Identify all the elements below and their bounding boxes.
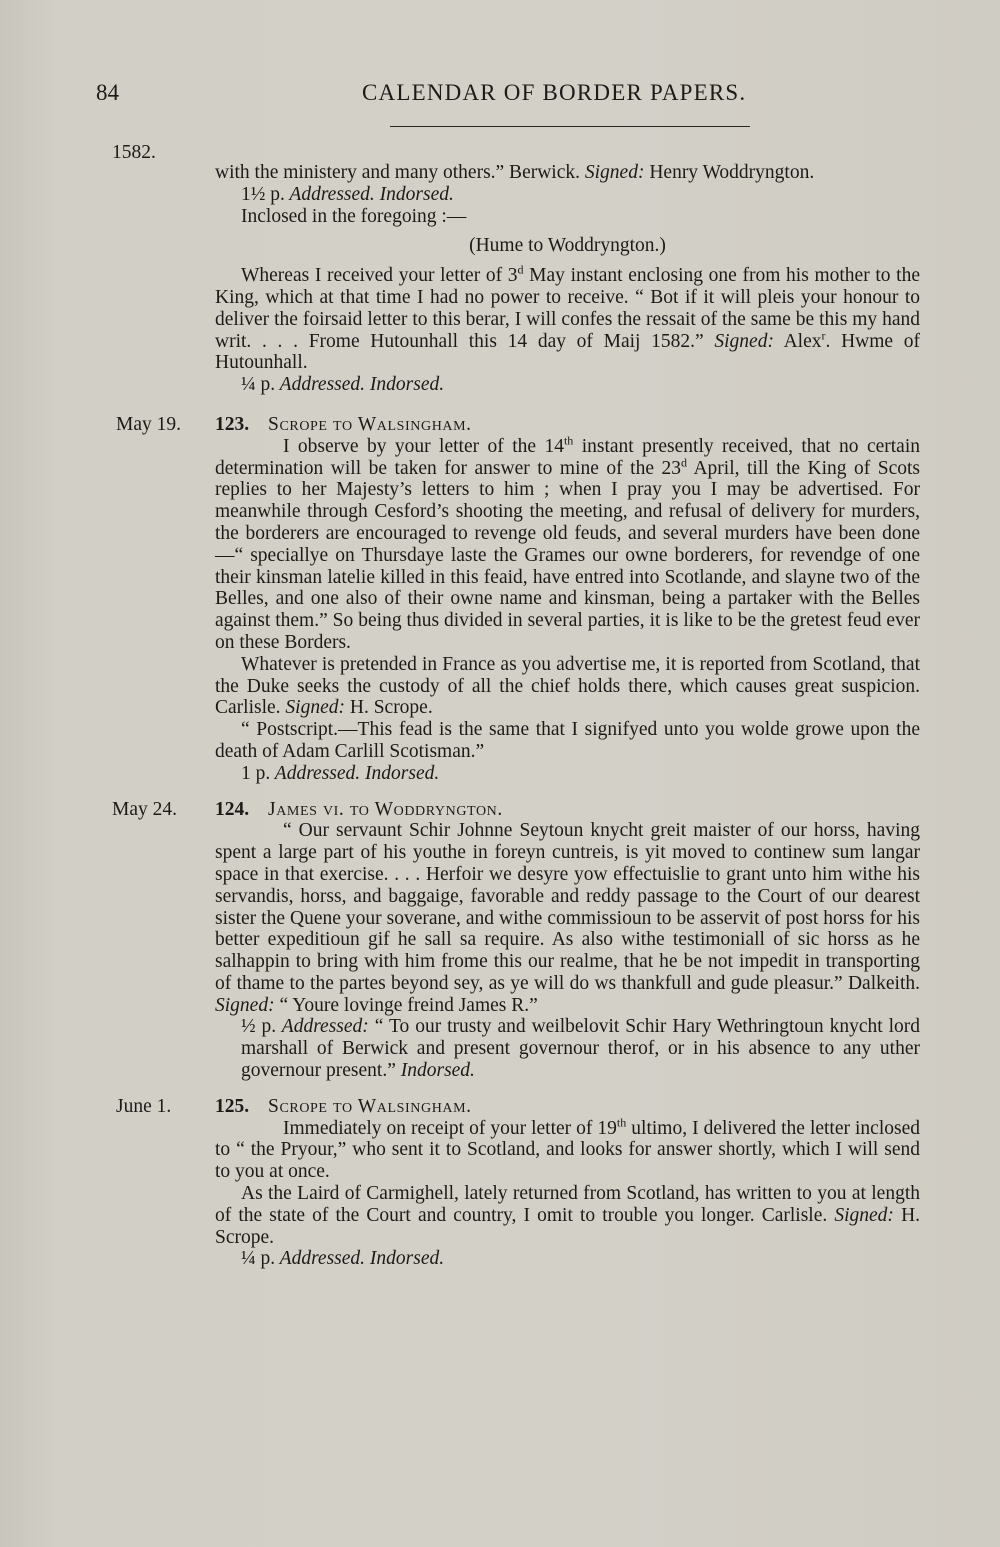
meta-line: ¼ p. Addressed. Indorsed. — [241, 1248, 445, 1270]
entry-paragraph: As the Laird of Carmighell, lately returned from Scotland, has written to you at length of the state of the Court and country, I omit to trouble you longer. Carlisle. Signed: H. Scrope. — [215, 1183, 921, 1248]
header-rule — [390, 126, 750, 127]
page-number: 84 — [96, 80, 119, 105]
entry-date: June 1. — [116, 1095, 172, 1117]
entry-number: 123. — [215, 413, 250, 435]
page-body — [0, 138, 1000, 1270]
entry-paragraph: “ Our servaunt Schir Johnne Seytoun knycht greit maister of our horss, having spent a large part of his youthe in foreyn cuntreis, is yit moved to continew sum langar space in that exercise. . . . Herfoir we desyre yow effectuislie to grant unto him withe his servandis, horss, and baggaige, favorable and reddy passage to the Court of our dearest sister the Quene your soverane, and withe commissioun to be asservit of post horss for his better expeditioun gif he sall sa require. As also withe testimoniall of sic horss as he salhappin to bring with him frome this our realme, that he be not impedit in transporting of thame to the partes beyond sey, as ye will do ws thankfull and gude pleasur.” Dalkeith. Signed: “ Youre lovinge freind James R.” — [215, 820, 920, 1016]
entry-paragraph: I observe by your letter of the 14th instant presently received, that no certain determination will be taken for answer to mine of the 23$^d$ April, till the King of Scots replies to her Majesty’s letters to him ; when I pray you I may be advertised. For meanwhile through Cesford’s shooting the meeting, and refusal of delivery for murders, the borderers are encouraged to revenge old feuds, and several murders have been done—“ speciallye on Thursdaye laste the Grames our owne borderers, for revendge of one their kinsman latelie killed in this feaid, have entred into Scotlande, and slayne two of the Belles, and one also of their owne name and kinsman, being a partaker with the Belles against them.” So being thus divided in several parties, it is like to be the gretest feud ever on these Borders. — [215, 433, 920, 653]
running-title: CALENDAR OF BORDER PAPERS. — [362, 80, 747, 105]
meta-line: 1½ p. Addressed. Indorsed. — [241, 183, 454, 205]
page-header — [0, 80, 1000, 120]
entry-paragraph: Immediately on receipt of your letter of 19th ultimo, I delivered the letter inclosed to “ the Pryour,” who sent it to Scotland, and looks for answer shortly, which I will send to you at once. — [215, 1115, 920, 1183]
continuation-text: with the ministery and many others.” Berwick. Signed: Henry Woddryngton. — [215, 162, 815, 183]
meta-line: ½ p. Addressed: “ To our trusty and weilbelovit Schir Hary Wethringtoun knycht lord marshall of Berwick and present governour therof, or in his absence to any uther governour present.” Indorsed. — [241, 1016, 921, 1082]
inclosed-note: Inclosed in the foregoing :— — [241, 205, 467, 227]
meta-line: 1 p. Addressed. Indorsed. — [241, 762, 440, 784]
postscript: “ Postscript.—This fead is the same that I signifyed unto you wolde growe upon the death of Adam Carlill Scotisman.” — [215, 719, 920, 762]
entry-123 — [0, 414, 1000, 785]
entry-title: James vi. to Woddryngton. — [268, 798, 503, 820]
entry-124 — [0, 799, 1000, 1082]
meta-line: ¼ p. Addressed. Indorsed. — [241, 374, 445, 396]
entry-title: Scrope to Walsingham. — [268, 413, 472, 435]
entry-125 — [0, 1096, 1000, 1270]
sub-heading: (Hume to Woddryngton.) — [469, 235, 666, 257]
signed-label: Signed: — [584, 162, 645, 183]
entry-heading — [215, 799, 920, 821]
entry-date: May 24. — [112, 798, 177, 820]
entry-heading — [215, 1096, 920, 1118]
entry-paragraph: Whatever is pretended in France as you advertise me, it is reported from Scotland, that the Duke seeks the custody of all the chief holds there, which causes great suspicion. Carlisle. Signed: H. Scrope. — [215, 653, 920, 719]
inclosure-text: Whereas I received your letter of 3$^d$ May instant enclosing one from his mother to the King, which at that time I had no power to receive. “ Bot if it will pleis your honour to deliver the foirsaid letter to this berar, I will confes the ressait of the same be this my hand writ. . . . Frome Hutounhall this 14 day of Maij 1582.” Signed: Alex$^r$. Hwme of Hutounhall. — [215, 262, 921, 374]
entry-continuation — [0, 138, 1000, 396]
entry-date: May 19. — [116, 413, 181, 435]
entry-title: Scrope to Walsingham. — [268, 1095, 472, 1117]
entry-number: 125. — [215, 1095, 250, 1117]
signer: Henry Woddryngton. — [649, 162, 815, 183]
entry-number: 124. — [215, 798, 250, 820]
margin-year: 1582. — [112, 142, 156, 163]
